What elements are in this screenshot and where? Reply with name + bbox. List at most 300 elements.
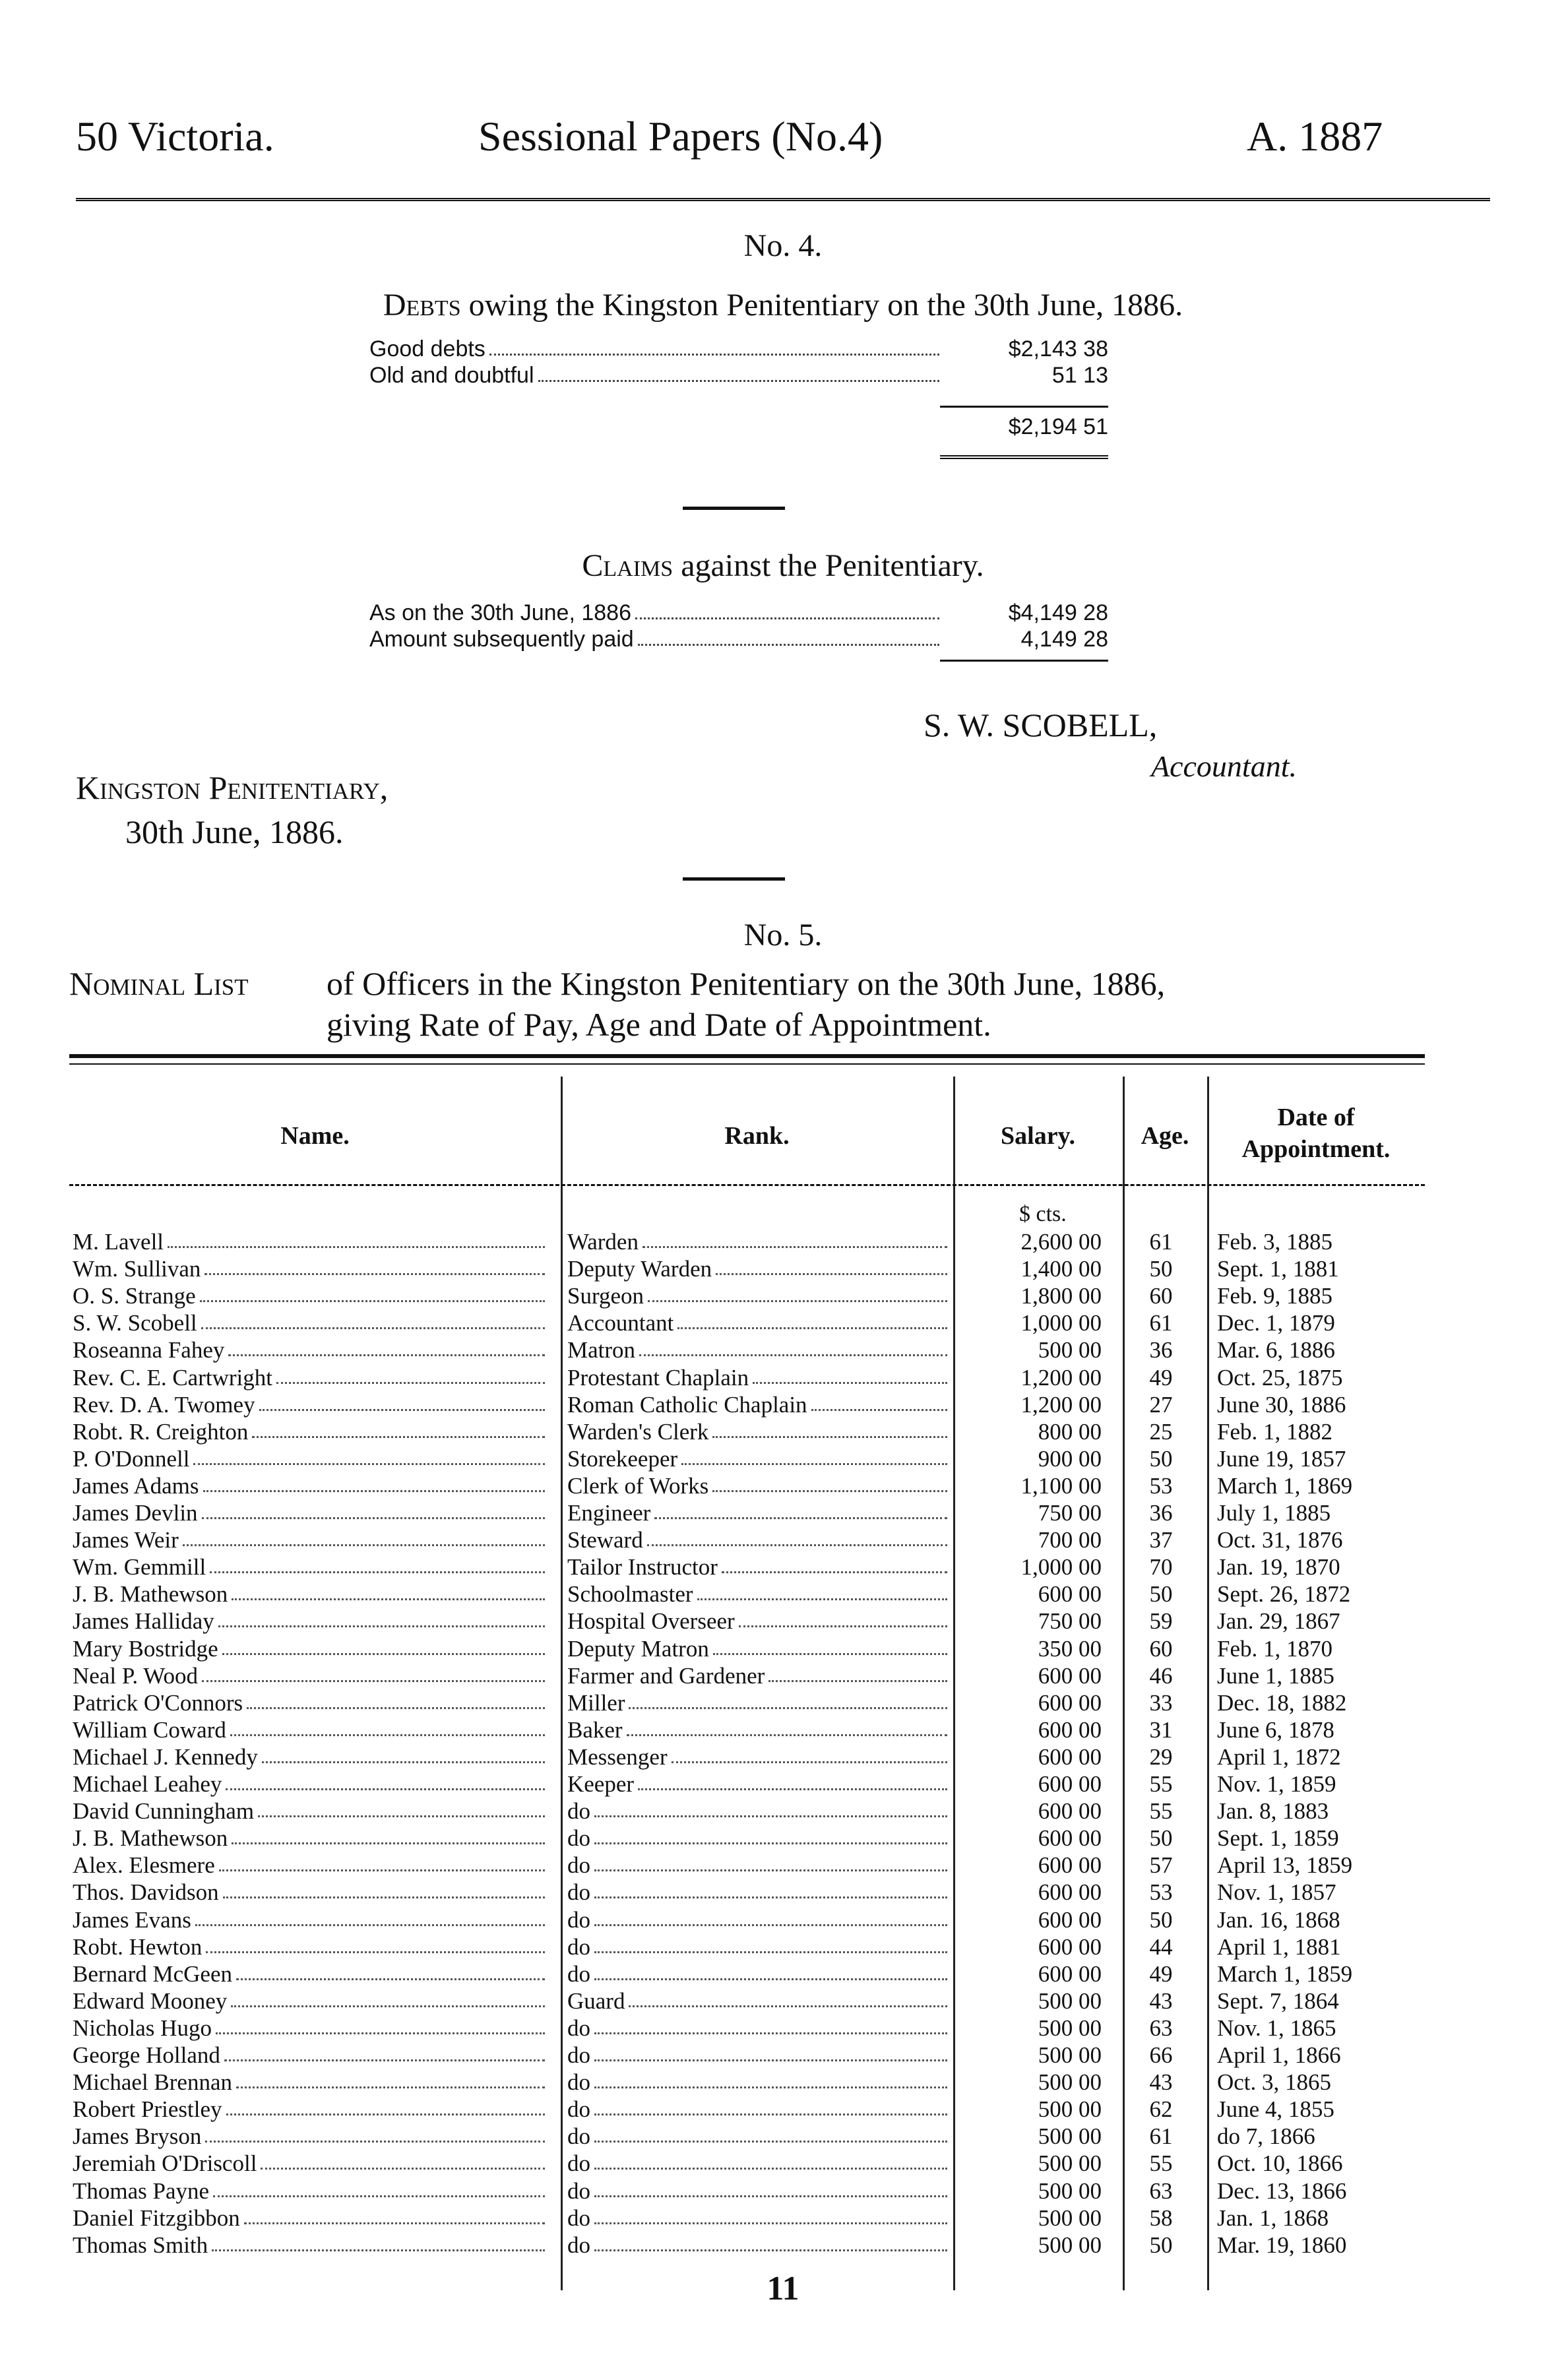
cell-date: June 19, 1857 [1217,1445,1346,1472]
leader-dots [262,1743,545,1763]
officer-rank: do [567,1960,590,1987]
leader-dots [642,1228,947,1248]
leader-dots [594,1960,947,1980]
officer-rank: do [567,2015,590,2041]
officer-rank: Clerk of Works [567,1472,709,1499]
leader-dots [219,1852,545,1871]
cell-rank [567,1581,950,1608]
table-row [0,1933,1566,1960]
table-row [0,1960,1566,1988]
cell-date: Sept. 26, 1872 [1217,1581,1351,1608]
leader-dots [677,1309,947,1329]
officer-name: Bernard McGeen [73,1960,232,1987]
leader-dots [202,1499,545,1519]
cell-rank [567,1391,950,1418]
cell-date: March 1, 1869 [1217,1472,1353,1499]
cell-rank [567,1988,950,2015]
cell-date: April 13, 1859 [1217,1852,1353,1879]
cell-salary: 500 00 [1038,2015,1102,2041]
cell-age: 25 [1149,1418,1173,1445]
officer-rank: Miller [567,1689,625,1716]
leader-dots [713,1635,947,1655]
cell-name [73,1933,548,1960]
officer-rank: do [567,2205,590,2231]
debt-label: Old and doubtful [369,363,534,388]
table-row [0,1553,1566,1581]
cell-name [73,1472,548,1499]
cell-salary: 1,000 00 [1020,1554,1102,1581]
table-row [0,2015,1566,2042]
officer-name: S. W. Scobell [73,1310,197,1336]
cell-date: Dec. 1, 1879 [1217,1310,1335,1336]
leader-dots [712,1418,947,1438]
leader-dots [259,1391,545,1411]
header-rule [76,198,1490,205]
cell-salary: 600 00 [1038,1825,1102,1852]
leader-dots [594,2069,947,2088]
cell-age: 50 [1149,1445,1173,1472]
officer-name: George Holland [73,2042,220,2068]
cell-name [73,1906,548,1933]
leader-dots [236,1960,545,1980]
cell-age: 66 [1149,2042,1173,2068]
cell-name [73,1581,548,1608]
table-row [0,2069,1566,2096]
debt-row-doubtful [369,363,1108,389]
table-row [0,1906,1566,1933]
officer-rank: Warden's Clerk [567,1418,709,1445]
cell-salary: 600 00 [1038,1960,1102,1987]
section4-title-lead: Debts [383,288,461,323]
officer-name: David Cunningham [73,1798,255,1825]
leader-dots [712,1472,947,1492]
table-row [0,1716,1566,1743]
cell-name [73,1988,548,2015]
cell-rank [567,1445,950,1472]
cell-rank [567,1743,950,1770]
leader-dots [716,1255,947,1275]
section5-title-line1: of Officers in the Kingston Penitentiary on the 30th June, 1886, [327,965,1166,1002]
cell-name [73,1364,548,1391]
cell-age: 50 [1149,1581,1173,1608]
cell-name [73,1499,548,1526]
officer-rank: do [567,2069,590,2096]
officer-rank: Storekeeper [567,1445,678,1472]
cell-date: April 1, 1881 [1217,1933,1341,1960]
table-row [0,1391,1566,1418]
officer-rank: do [567,1852,590,1879]
cell-date: July 1, 1885 [1217,1500,1331,1526]
cell-salary: 350 00 [1038,1635,1102,1662]
column-header-date-line2: Appointment. [1241,1135,1391,1163]
leader-dots [226,1770,545,1790]
cell-age: 36 [1149,1337,1173,1363]
leader-dots [222,1635,545,1655]
cell-age: 31 [1149,1716,1173,1743]
table-row [0,1526,1566,1553]
section-divider [683,507,785,510]
officer-rank: Tailor Instructor [567,1554,718,1581]
cell-age: 57 [1149,1852,1173,1879]
column-header-date [1207,1102,1425,1165]
date-line: 30th June, 1886. [125,813,344,850]
table-row [0,1309,1566,1336]
cell-date: Mar. 19, 1860 [1217,2232,1347,2258]
cell-name [73,1336,548,1363]
officer-rank: Roman Catholic Chaplain [567,1391,807,1418]
officer-name: James Weir [73,1527,179,1553]
table-row [0,1635,1566,1662]
officer-name: O. S. Strange [73,1283,196,1309]
officer-rank: Baker [567,1716,623,1743]
leader-dots [722,1553,947,1573]
leader-dots [201,1309,545,1329]
officer-name: Daniel Fitzgibbon [73,2205,240,2231]
table-row [0,1445,1566,1472]
leader-dots [231,1988,545,2007]
leader-dots [212,2232,545,2251]
claim-row-paid [369,627,1108,652]
cell-salary: 600 00 [1038,1798,1102,1825]
cell-date: April 1, 1872 [1217,1743,1341,1770]
cell-date: Oct. 25, 1875 [1217,1364,1343,1391]
cell-salary: 600 00 [1038,1771,1102,1797]
claims-title [0,548,1566,584]
cell-rank [567,1228,950,1255]
cell-date: Sept. 7, 1864 [1217,1988,1339,2014]
cell-date: Oct. 10, 1866 [1217,2150,1343,2177]
cell-rank [567,2150,950,2177]
table-top-rule [69,1054,1425,1058]
officer-rank: Matron [567,1337,636,1363]
leader-dots [538,363,939,382]
cell-rank [567,2015,950,2042]
leader-dots [224,2042,545,2061]
cell-salary: 500 00 [1038,2123,1102,2150]
cell-salary: 600 00 [1038,1906,1102,1933]
cell-salary: 500 00 [1038,2096,1102,2123]
leader-dots [244,2205,545,2224]
header-volume: 50 Victoria. [76,113,274,160]
cell-age: 46 [1149,1662,1173,1689]
officer-name: Mary Bostridge [73,1635,218,1662]
officer-name: Robert Priestley [73,2096,222,2123]
leader-dots [627,1716,947,1736]
leader-dots [213,2177,545,2197]
leader-dots [639,1336,947,1356]
cell-rank [567,2042,950,2069]
officer-name: Alex. Elesmere [73,1852,215,1879]
cell-age: 50 [1149,1906,1173,1933]
leader-dots [753,1364,947,1384]
leader-dots [594,1825,947,1844]
cell-name [73,2205,548,2232]
cell-salary: 600 00 [1038,1743,1102,1770]
leader-dots [216,2015,545,2034]
leader-dots [811,1391,947,1411]
leader-dots [276,1364,545,1384]
cell-date: Sept. 1, 1859 [1217,1825,1339,1852]
officer-rank: do [567,2232,590,2258]
cell-age: 44 [1149,1933,1173,1960]
officer-rank: Warden [567,1229,639,1255]
cell-salary: 600 00 [1038,1716,1102,1743]
leader-dots [594,1798,947,1817]
leader-dots [228,1336,545,1356]
leader-dots [202,1662,545,1682]
cell-name [73,1960,548,1988]
cell-name [73,2042,548,2069]
cell-name [73,1879,548,1906]
cell-date: Dec. 13, 1866 [1217,2177,1347,2204]
cell-name [73,1526,548,1553]
cell-age: 61 [1149,1310,1173,1336]
cell-salary: 500 00 [1038,2150,1102,2177]
cell-name [73,1309,548,1336]
leader-dots [647,1526,947,1546]
leader-dots [672,1743,947,1763]
section5-title-line2: giving Rate of Pay, Age and Date of Appointment. [327,1006,991,1043]
cell-age: 49 [1149,1960,1173,1987]
cell-age: 61 [1149,1229,1173,1255]
leader-dots [232,1581,545,1600]
section4-number: No. 4. [743,228,823,263]
officer-name: Michael J. Kennedy [73,1743,258,1770]
cell-name [73,1689,548,1716]
cell-age: 49 [1149,1364,1173,1391]
officer-rank: Protestant Chaplain [567,1364,749,1391]
cell-age: 55 [1149,2150,1173,2177]
cell-name [73,1228,548,1255]
cell-age: 60 [1149,1283,1173,1309]
cell-date: June 6, 1878 [1217,1716,1334,1743]
cell-age: 55 [1149,1771,1173,1797]
cell-date: Dec. 18, 1882 [1217,1689,1347,1716]
cell-age: 36 [1149,1500,1173,1526]
leader-dots [648,1282,947,1302]
leader-dots [594,2205,947,2224]
cell-date: June 30, 1886 [1217,1391,1346,1418]
leader-dots [594,2232,947,2251]
cell-rank [567,1309,950,1336]
cell-rank [567,1635,950,1662]
officer-name: Rev. D. A. Twomey [73,1391,255,1418]
signatory-name: S. W. SCOBELL, [924,706,1158,743]
leader-dots [594,2177,947,2197]
column-header-date-line1: Date of [1277,1104,1355,1131]
cell-rank [567,1662,950,1689]
cell-name [73,1445,548,1472]
cell-date: June 1, 1885 [1217,1662,1334,1689]
cell-salary: 1,100 00 [1020,1472,1102,1499]
table-row [0,1418,1566,1445]
cell-salary: 1,200 00 [1020,1391,1102,1418]
officer-name: Roseanna Fahey [73,1337,225,1363]
cell-name [73,1553,548,1581]
cell-age: 63 [1149,2177,1173,2204]
table-row [0,1228,1566,1255]
cell-date: Mar. 6, 1886 [1217,1337,1335,1363]
cell-name [73,1743,548,1770]
claims-rule [940,660,1108,662]
officer-name: James Adams [73,1472,199,1499]
leader-dots [654,1499,947,1519]
cell-salary: 600 00 [1038,1879,1102,1906]
cell-salary: 750 00 [1038,1500,1102,1526]
cell-salary: 1,800 00 [1020,1283,1102,1309]
section5-number: No. 5. [743,918,823,953]
column-header-age: Age. [1141,1122,1189,1150]
officer-name: James Halliday [73,1608,214,1635]
officer-name: William Coward [73,1716,226,1743]
claims-title-lead: Claims [582,548,673,583]
officer-rank: Schoolmaster [567,1581,693,1608]
section5-title-lead: Nominal List [69,965,249,1002]
cell-salary: 500 00 [1038,2232,1102,2258]
officer-name: Thomas Payne [73,2177,210,2204]
officer-rank: do [567,2042,590,2068]
cell-name [73,1635,548,1662]
debt-amount: $2,143 38 [1008,336,1108,361]
leader-dots [594,1852,947,1871]
cell-date: Nov. 1, 1857 [1217,1879,1336,1906]
debt-row-good [369,336,1108,362]
leader-dots [594,1906,947,1926]
cell-date: Feb. 1, 1870 [1217,1635,1332,1662]
officer-rank: Farmer and Gardener [567,1662,765,1689]
cell-rank [567,1526,950,1553]
table-row [0,1798,1566,1825]
cell-rank [567,2232,950,2259]
leader-dots [218,1608,545,1627]
salary-units: $ cts. [1019,1202,1067,1226]
officer-name: Nicholas Hugo [73,2015,212,2041]
leader-dots [594,2042,947,2061]
officer-name: Thomas Smith [73,2232,208,2258]
cell-age: 33 [1149,1689,1173,1716]
cell-age: 50 [1149,1825,1173,1852]
cell-rank [567,1879,950,1906]
cell-salary: 600 00 [1038,1852,1102,1879]
cell-date: Oct. 3, 1865 [1217,2069,1332,2096]
cell-rank [567,1608,950,1635]
debt-amount: 51 13 [1051,363,1108,388]
cell-name [73,1852,548,1879]
cell-name [73,2123,548,2150]
cell-name [73,1282,548,1309]
table-row [0,1364,1566,1391]
cell-rank [567,1255,950,1282]
header-bottom-rule [69,1184,1425,1186]
table-row [0,1581,1566,1608]
cell-rank [567,1364,950,1391]
cell-salary: 600 00 [1038,1689,1102,1716]
officer-name: Robt. Hewton [73,1933,203,1960]
section-divider [683,877,785,881]
table-row [0,2096,1566,2123]
table-row [0,1662,1566,1689]
cell-age: 60 [1149,1635,1173,1662]
total-rule [940,406,1108,408]
table-row [0,1770,1566,1798]
cell-age: 50 [1149,1256,1173,1282]
leader-dots [681,1445,947,1465]
table-row [0,2232,1566,2259]
leader-dots [489,336,939,356]
cell-name [73,1798,548,1825]
cell-name [73,1825,548,1852]
officer-name: Michael Leahey [73,1771,222,1797]
officer-rank: Guard [567,1988,625,2014]
cell-date: do 7, 1866 [1217,2123,1315,2150]
table-row [0,2205,1566,2232]
table-row [0,2123,1566,2150]
cell-date: Feb. 1, 1882 [1217,1418,1332,1445]
leader-dots [638,1770,947,1790]
officer-rank: do [567,1879,590,1906]
section4-title [0,287,1566,323]
cell-rank [567,2205,950,2232]
table-row [0,1852,1566,1879]
cell-date: Jan. 16, 1868 [1217,1906,1340,1933]
leader-dots [594,2096,947,2115]
cell-name [73,1391,548,1418]
cell-age: 43 [1149,2069,1173,2096]
cell-salary: 1,400 00 [1020,1256,1102,1282]
cell-salary: 500 00 [1038,1337,1102,1363]
column-header-name: Name. [280,1122,350,1150]
leader-dots [594,1879,947,1898]
officer-name: James Devlin [73,1500,198,1526]
header-year: A. 1887 [1247,113,1383,160]
cell-date: Sept. 1, 1881 [1217,1256,1339,1282]
cell-salary: 900 00 [1038,1445,1102,1472]
leader-dots [210,1553,545,1573]
officer-name: James Bryson [73,2123,202,2150]
leader-dots [183,1526,545,1546]
officer-rank: do [567,1933,590,1960]
cell-date: April 1, 1866 [1217,2042,1341,2068]
officer-name: James Evans [73,1906,191,1933]
cell-date: Feb. 3, 1885 [1217,1229,1332,1255]
table-top-rule-thin [69,1063,1425,1065]
cell-salary: 600 00 [1038,1933,1102,1960]
cell-date: Jan. 19, 1870 [1217,1554,1340,1581]
cell-name [73,1662,548,1689]
cell-salary: 2,600 00 [1020,1229,1102,1255]
officer-rank: do [567,2150,590,2177]
leader-dots [200,1282,545,1302]
leader-dots [629,1988,947,2007]
officer-rank: Engineer [567,1500,651,1526]
cell-rank [567,1906,950,1933]
cell-date: Jan. 29, 1867 [1217,1608,1340,1635]
total-double-rule [940,455,1108,459]
cell-age: 70 [1149,1554,1173,1581]
cell-salary: 750 00 [1038,1608,1102,1635]
leader-dots [261,2150,545,2170]
officer-name: Thos. Davidson [73,1879,219,1906]
leader-dots [203,1472,545,1492]
table-row [0,1689,1566,1716]
cell-name [73,1418,548,1445]
leader-dots [629,1689,947,1709]
section5-title [69,963,1494,1045]
cell-age: 53 [1149,1472,1173,1499]
table-row [0,1988,1566,2015]
leader-dots [168,1228,545,1248]
leader-dots [768,1662,947,1682]
